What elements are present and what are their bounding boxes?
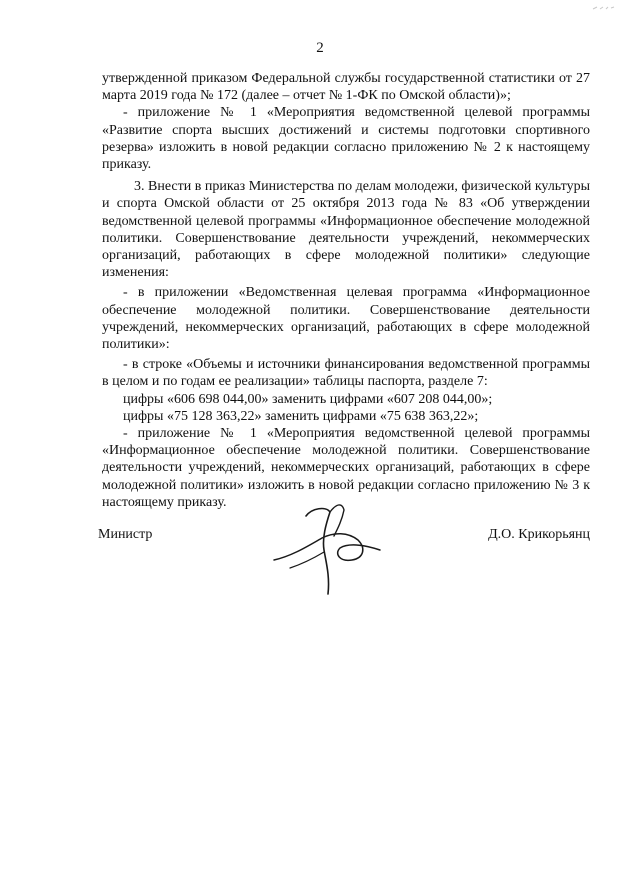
page-number: 2 [316,40,324,56]
paragraph-item-3: 3. Внести в приказ Министерства по делам молодежи, физической культуры и спорта Омской области от 25 октября 2013 года № 83 «Об утверждении ведомственной целевой программы «Информационное обеспечение молодежной политики. Совершенствование деятельности учреждений, некоммерческих организаций, работающих в сфере молодежной политики» следующие изменения: [102,179,590,281]
scan-corner-mark [592,4,618,12]
paragraph-continuation: утвержденной приказом Федеральной службы государственной статистики от 27 марта 2019 года № 172 (далее – отчет № 1-ФК по Омской области)»; [102,71,590,104]
signatory-title: Министр [98,527,153,542]
paragraph-appendix-3: - приложение № 1 «Мероприятия ведомственной целевой программы «Информационное обеспечение молодежной политики. Совершенствование деятельности учреждений, некоммерческих организаций, работающих в сфере молодежной политики» изложить в новой редакции согласно приложению № 3 к настоящему приказу. [102,426,590,510]
paragraph-appendix-1: - приложение № 1 «Мероприятия ведомственной целевой программы «Развитие спорта высших достижений и системы подготовки спортивного резерва» изложить в новой редакции согласно приложению № 2 к настоящему приказу. [102,105,590,173]
document-body [102,70,590,511]
paragraph-figures-1: цифры «606 698 044,00» заменить цифрами «607 208 044,00»; [123,391,493,407]
paragraph-financing-row: - в строке «Объемы и источники финансирования ведомственной программы в целом и по годам ее реализации» таблицы паспорта, разделе 7: [102,357,590,390]
handwritten-signature [268,498,388,608]
paragraph-figures-2: цифры «75 128 363,22» заменить цифрами «75 638 363,22»; [123,408,479,424]
signatory-name: Д.О. Крикорьянц [488,527,590,542]
paragraph-program-appendix: - в приложении «Ведомственная целевая программа «Информационное обеспечение молодежной политики. Совершенствование деятельности учреждений, некоммерческих организаций, работающих в сфере молодежной политики»: [102,285,590,353]
